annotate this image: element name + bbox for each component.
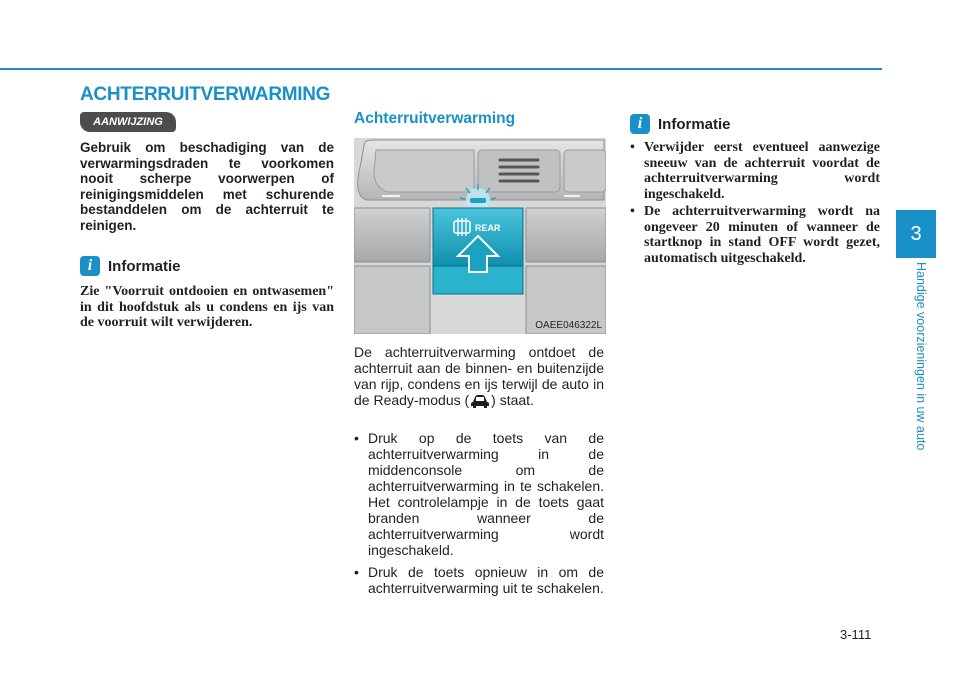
figure-code: OAEE046322L xyxy=(535,320,602,331)
chapter-tab: 3 xyxy=(896,210,936,258)
page-number: 3-111 xyxy=(840,627,872,642)
info-text-left: Zie "Voorruit ontdooien en ontwasemen" in dit hoofdstuk als u condens en ijs van de voorruit wilt verwijderen. xyxy=(80,284,334,330)
info-icon: i xyxy=(630,114,650,134)
list-item: • De achterruitverwarming wordt na ongeveer 20 minuten of wanneer de startknop in stand OFF wordt gezet, automatisch uitgeschakeld. xyxy=(628,204,880,266)
info-heading-left xyxy=(80,256,181,276)
info-heading-right xyxy=(630,114,731,134)
list-item: • Druk de toets opnieuw in om de achterruitverwarming uit te schakelen. xyxy=(354,564,604,596)
warning-text: Gebruik om beschadiging van de verwarmingsdraden te voorkomen nooit scherpe voorwerpen of reinigingsmiddelen met schurende bestanddelen om de achterruit te reinigen. xyxy=(80,140,334,233)
list-item: • Druk op de toets van de achterruitverwarming in de middenconsole om de achterruitverwarming in te schakelen. Het controlelampje in de toets gaat branden wanneer de achterruitverwarming wordt ingeschakeld. xyxy=(354,430,604,558)
intro-before: De achterruitverwarming ontdoet de achterruit aan de binnen- en buitenzijde van rijp, condens en ijs terwijl de auto in de Ready-modus ( xyxy=(354,344,604,408)
console-figure xyxy=(354,138,606,334)
list-item: • Verwijder eerst eventueel aanwezige sneeuw van de achterruit voordat de achterruitverwarming wordt ingeschakeld. xyxy=(628,140,880,202)
intro-after: ) staat. xyxy=(491,392,534,408)
console-illustration xyxy=(354,138,606,334)
car-ready-icon xyxy=(470,394,490,408)
warning-badge: AANWIJZING xyxy=(80,112,176,132)
info-title: Informatie xyxy=(658,115,731,133)
info-icon: i xyxy=(80,256,100,276)
info-title: Informatie xyxy=(108,257,181,275)
chapter-label: Handige voorzieningen in uw auto xyxy=(914,262,928,451)
rear-button-label: REAR xyxy=(475,223,501,233)
info-list-right xyxy=(628,140,880,268)
instruction-list xyxy=(354,430,604,602)
top-rule xyxy=(0,68,882,70)
section-title: ACHTERRUITVERWARMING xyxy=(80,84,331,105)
intro-text xyxy=(354,344,604,408)
subsection-title: Achterruitverwarming xyxy=(354,110,516,127)
